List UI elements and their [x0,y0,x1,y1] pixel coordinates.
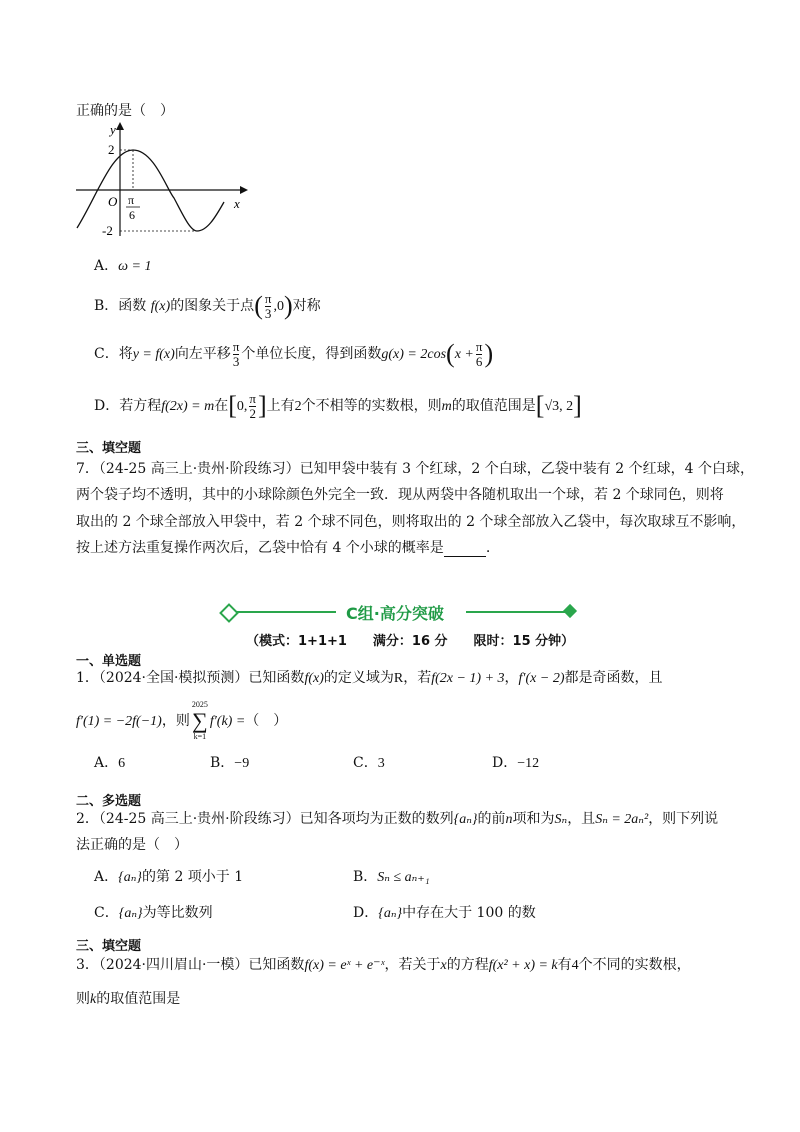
q1-l2-c: （ ） [245,713,288,729]
q1-sum-bot: k=1 [193,732,207,741]
option-c-func: y = f(x) [132,347,175,362]
q2-choice-d[interactable]: D．{aₙ}中存在大于 100 的数 [353,905,536,921]
origin-label: O [108,194,118,209]
tick-num-label: π [128,193,135,207]
q3-k: k [90,992,97,1007]
q2-choice-b[interactable]: B．Sₙ ≤ aₙ₊₁ [353,869,430,885]
q2-rel: Sₙ = 2aₙ² [595,812,649,827]
q3-line2 [76,988,180,1008]
option-d-text2: 个不相等的实数根，则 [301,398,442,414]
banner-left-diamond [219,603,239,623]
option-c-label: C．将 [94,346,133,362]
q2-t2: 项和为 [512,811,555,827]
q1-t3: ， [504,670,519,686]
option-a-math: ω = 1 [118,259,152,274]
q1-e2: f′(x − 2) [518,671,565,686]
q1-line1 [76,667,662,687]
section-fill-blank-b: 三、填空题 [76,939,142,954]
y-max-label: 2 [108,142,115,157]
q1-sum-term: f′(k) = [209,714,246,729]
q1-lead: 1．（2024·全国·模拟预测）已知函数 [76,670,305,686]
q1-l2-b: ，则 [161,713,190,729]
option-d-text1: 上有 [266,398,295,414]
q2-n: n [505,812,513,827]
banner-left-line [236,611,336,613]
option-d-two: 2 [294,399,302,414]
q1-choice-d[interactable]: D．−12 [492,755,540,771]
q1-choice-c[interactable]: C．3 [353,755,385,771]
option-b-end: 对称 [292,298,321,314]
q1-t2: ，若 [403,670,432,686]
option-a-label: A． [94,258,119,274]
q3-line1 [76,954,691,974]
option-b-num: π [264,290,272,306]
option-b-text: 的图象关于点 [170,298,255,314]
q2-lead: 2．（24-25 高三上·贵州·阶段练习）已知各项均为正数的数列 [76,811,454,827]
q3-line2b: 的取值范围是 [96,991,181,1007]
option-d-m: m [441,399,452,414]
option-d-range: √3, 2 [544,399,574,414]
q7-line3: 取出的 2 个球全部放入甲袋中，若 2 个球不同色，则将取出的 2 个球全部放入乙袋中，每次取球互不影响， [76,514,746,530]
q7-line2: 两个袋子均不透明，其中的小球除颜色外完全一致．现从两袋中各随机取出一个球，若 2 个球同色，则将 [76,487,724,503]
q3-t2: 的方程 [446,957,489,973]
section-multi-choice: 二、多选题 [76,794,142,809]
q3-line2a: 则 [76,991,90,1007]
q1-line2: f′(1) = −2f(−1)，则 2025 ∑ k=1 f′(k) =（ ） [76,700,288,741]
section-single-choice: 一、单选题 [76,654,142,669]
x-axis-label: x [234,196,240,211]
q2-line1 [76,808,718,828]
banner-right-diamond [563,604,577,618]
banner-title: C组·高分突破 [346,604,444,623]
option-d-int-a: 0, [236,399,248,414]
option-b-func: f(x) [150,299,171,314]
q2-Sn: Sₙ [554,812,568,827]
q3-fdef: f(x) = eˣ + e⁻ˣ [304,958,385,973]
option-d-int-den: 2 [249,405,256,421]
q7-line4: 按上述方法重复操作两次后，乙袋中恰有 4 个小球的概率是 [76,540,444,556]
q2-choice-a[interactable]: A．{aₙ}的第 2 项小于 1 [94,869,244,885]
q3-four: 4 [571,958,579,973]
option-c-text2: 个单位长度，得到函数 [241,346,382,362]
question-lead: 正确的是（ ） [76,103,174,119]
option-d-in: 在 [214,398,229,414]
q1-fx: f(x) [304,671,324,686]
q7-line4-wrap [76,537,490,557]
q2-t4: ，则下列说 [648,811,719,827]
option-c-den: 3 [232,353,240,369]
q2-an: {aₙ} [453,812,478,827]
y-min-label: -2 [102,223,113,238]
q7-end: . [485,540,491,556]
sine-graph [72,118,252,243]
q3-eq: f(x² + x) = k [488,958,558,973]
q2-line2: 法正确的是（ ） [76,837,188,853]
banner-right-line [466,611,566,613]
option-c-num: π [232,338,240,354]
y-axis-label: y [110,122,116,137]
option-c-arg-den: 6 [475,353,483,369]
option-a [94,255,151,275]
option-c: C．将y = f(x)向左平移 $\frac{\pi}{3}$ 个单位长度，得到函数g(x) = 2cos(x + $\frac{\pi}{6}$ ) [94,338,494,369]
q3-x: x [440,958,447,973]
q2-t1: 的前 [477,811,506,827]
q1-l2-a: f′(1) = −2f(−1) [76,714,162,729]
tick-den-label: 6 [129,208,135,222]
option-c-g: g(x) = 2cos [381,347,447,362]
q7-answer-blank[interactable] [444,542,486,557]
q3-t4: 个不同的实数根， [578,957,691,973]
option-d: D．若方程f(2x) = m在[0, $\frac{\pi}{2}$ ]上有2个不相等的实数根，则m的取值范围是[√3, 2] [94,390,582,421]
option-d-label: D．若方程 [94,398,162,414]
q2-t3: ，且 [567,811,596,827]
q1-choice-a[interactable]: A．6 [94,755,126,771]
q1-choice-b[interactable]: B．−9 [210,755,250,771]
option-c-arg-num: π [475,338,483,354]
q1-sum-top: 2025 [191,700,208,709]
q1-R: R [393,671,404,686]
banner-info: （模式：1+1+1 满分：16 分 限时：15 分钟） [246,634,575,649]
option-b-label: B．函数 [94,298,147,314]
q3-t3: 有 [557,957,572,973]
option-b-tail: ,0 [273,299,284,314]
option-d-text3: 的取值范围是 [451,398,536,414]
q1-t1: 的定义域为 [323,670,394,686]
option-c-text1: 向左平移 [174,346,231,362]
q1-e1: f(2x − 1) + 3 [431,671,505,686]
q2-choice-c[interactable]: C．{aₙ}为等比数列 [94,905,213,921]
q7-line1: 7．（24-25 高三上·贵州·阶段练习）已知甲袋中装有 3 个红球，2 个白球，乙袋中装有 2 个红球，4 个白球， [76,461,754,477]
option-c-arg-x: x + [454,347,474,362]
option-d-int-num: π [249,390,256,406]
q3-lead: 3．（2024·四川眉山·一模）已知函数 [76,957,305,973]
q1-t4: 都是奇函数，且 [564,670,663,686]
option-d-eq: f(2x) = m [161,399,215,414]
option-b: B．函数 f(x)的图象关于点( $\frac{\pi}{3}$ ,0)对称 [94,290,321,321]
option-b-den: 3 [264,305,272,321]
q3-t1: ，若关于 [384,957,441,973]
section-fill-blank-a: 三、填空题 [76,441,142,456]
